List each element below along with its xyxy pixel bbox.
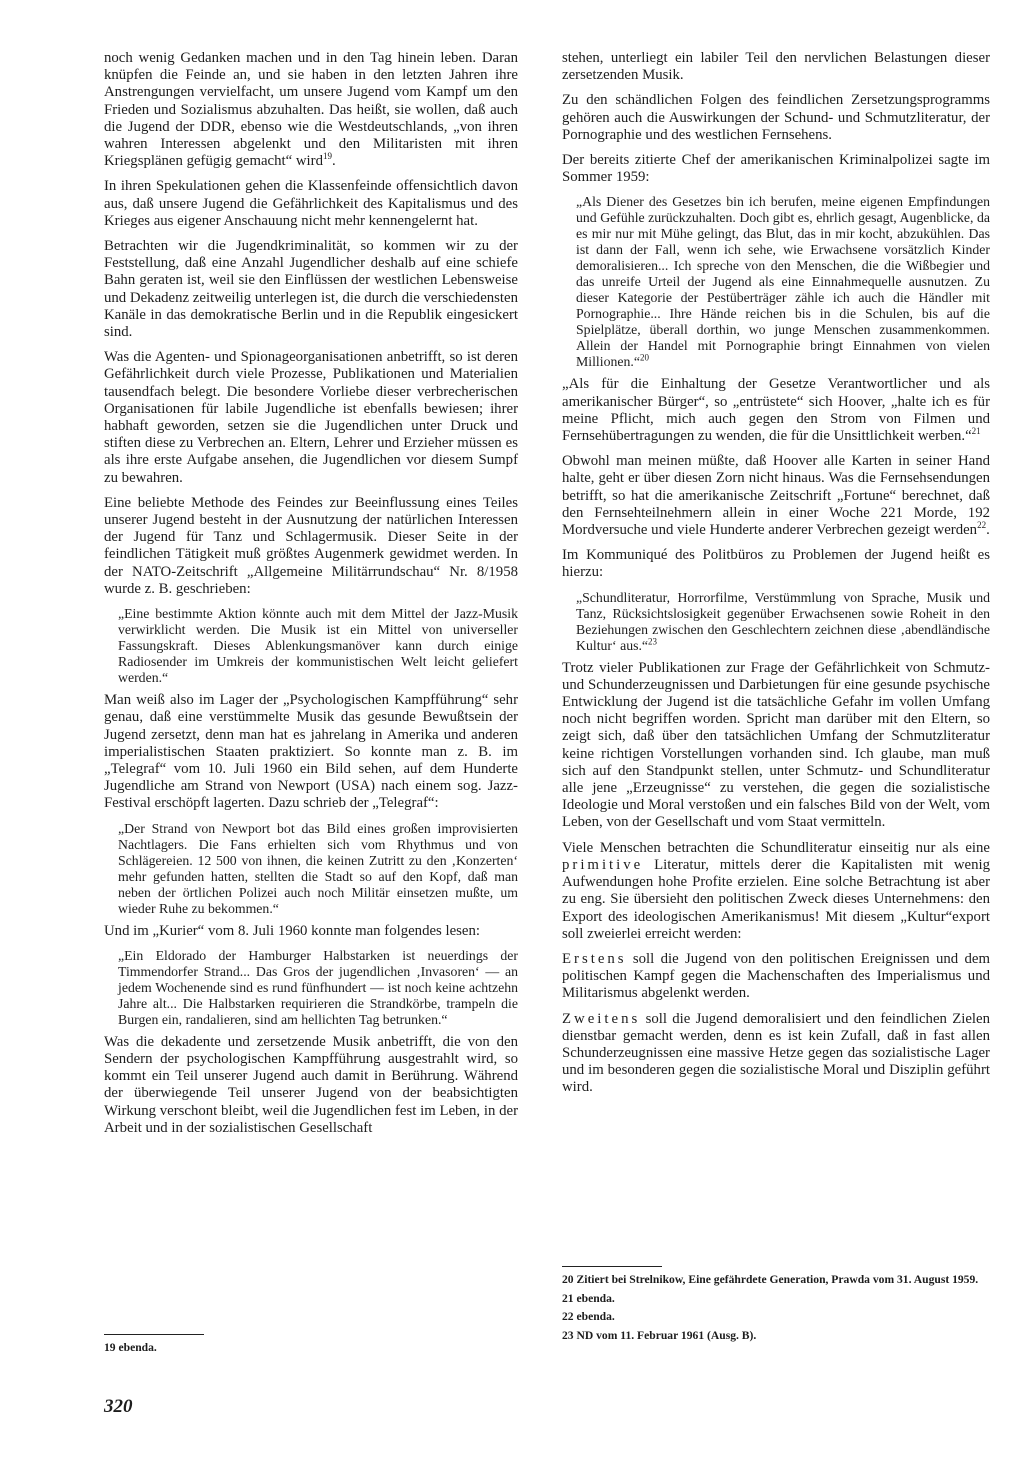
right-column [562,50,990,1105]
paragraph: Erstens soll die Jugend von den politischen Ereignissen und dem politischen Kampf gegen die Machenschaften des Imperialismus und Militarismus abgelenkt werden. [562,950,991,1002]
emphasis: Erstens [562,950,627,967]
quote-text: „Schundliteratur, Horrorfilme, Verstümmlung von Sprache, Musik und Tanz, Rücksichtslosigkeit gegenüber Erwachsenen sowie Roheit in den Beziehungen zwischen den Geschlechtern zeichnen diese ‚abendländische Kultur‘ aus.“$^{23}$ [576,589,990,653]
footnote-divider [562,1266,662,1267]
footnote-ref: 22 [977,520,987,531]
emphasis: Zweitens [562,1010,641,1027]
paragraph: Was die Agenten- und Spionageorganisationen anbetrifft, so ist deren Gefährlichkeit durch viele Prozesse, Publikationen und Materialien tausendfach belegt. Die besondere Vorliebe dieser verbrecherischen Organisationen für labile Jugendliche ist ebenfalls bewiesen; ihrer habhaft geworden, setzen sie die Jugendlichen unter Druck und stiften diese zu Verbrechen an. Eltern, Lehrer und Erzieher müssen es als ihre erste Aufgabe ansehen, die Jugendlichen vor diesem Sumpf zu bewahren. [104,349,518,486]
paragraph: „Als für die Einhaltung der Gesetze Verantwortlicher und als amerikanischer Bürger“, so „entrüstete“ sich Hoover, „halte ich es für meine Pflicht, mich auch gegen den Strom von Filmen und Fernsehübertragungen zu wenden, die für die Unsittlichkeit werben.“$^{21}$ [562,376,990,445]
left-column [104,50,518,1145]
footnote-divider [104,1334,204,1335]
paragraph: Betrachten wir die Jugendkriminalität, so kommen wir zu der Feststellung, daß eine Anzahl Jugendlicher deshalb auf eine schiefe Bahn geraten ist, weil sie den Einflüssen der westlichen Lebensweise und Dekadenz zeitweilig unterlegen ist, die durch die verschiedensten Kanäle in das demokratische Berlin und in die Republik eingesickert sind. [104,238,518,341]
paragraph: Viele Menschen betrachten die Schundliteratur einseitig nur als eine primitive Literatur, mittels derer die Kapitalisten mit wenig Aufwendungen hohe Profite erzielen. Eine solche Betrachtung ist aber zu eng. Sie übersieht den politischen Zweck dieses Unternehmens: den Export des ideologischen Amerikanismus! Mit diesem „Kultur“export soll zweierlei erreicht werden: [562,839,991,942]
footnote-ref: 23 [648,636,658,647]
footnote-ref: 19 [323,151,332,162]
paragraph: Zweitens soll die Jugend demoralisiert und den feindlichen Zielen dienstbar gemacht werden, denn es ist kein Zufall, daß in fast allen Schunderzeugnissen eine massive Hetze gegen das sozialistische Lager und im besonderen gegen die sozialistische Moral und Disziplin geführt wird. [562,1010,991,1096]
quote-text: „Als Diener des Gesetzes bin ich berufen, meine eigenen Empfindungen und Gefühle zurückzuhalten. Doch gibt es, ehrlich gesagt, Augenblicke, da es mir nur mit Mühe gelingt, das Blut, das in mir kocht, abzukühlen. Das ist dann der Fall, wenn ich sehe, wie Erwachsene vorsätzlich Kinder demoralisieren... Ich spreche von den Menschen, die die Wißbegier und das unreife Urteil der Jugend als eine Einnahmequelle ausnutzen. Zu dieser Kategorie der Pestüberträger zähle ich auch die Händler mit Pornographie... Ihre Hände reichen bis in die Schulen, bis auf die Spielplätze, überall dorthin, wo junge Menschen zusammenkommen. Allein der Handel mit Pornographie bringt Einnahmen von vielen Millionen.“$^{20}$ [576,194,990,370]
quote-text: „Der Strand von Newport bot das Bild eines großen improvisierten Nachtlagers. Die Fans erhielten sich vom Rhythmus und von Schlägereien. 12 500 von ihnen, die keinen Zutritt zu den ‚Konzerten‘ mehr gefunden hatten, stellten die Stadt so auf den Kopf, daß man neben der örtlichen Polizei auch noch Militär einsetzen mußte, um wieder Ruhe zu bekommen.“ [118,820,518,916]
footnote: 19 ebenda. [104,1341,157,1354]
paragraph: Im Kommuniqué des Politbüros zu Problemen der Jugend heißt es hierzu: [562,547,990,581]
quotation [118,606,518,686]
footnote: 21 ebenda. [562,1291,615,1305]
footnote-ref: 21 [971,426,981,437]
paragraph: stehen, unterliegt ein labiler Teil den nervlichen Belastungen dieser zersetzenden Musik. [562,50,990,84]
paragraph: Der bereits zitierte Chef der amerikanischen Kriminalpolizei sagte im Sommer 1959: [562,152,990,186]
quote-text: „Eine bestimmte Aktion könnte auch mit dem Mittel der Jazz-Musik verwirklicht werden. Die Musik ist ein Mittel von universeller Fassungskraft. Dieses Ablenkungsmanöver kann durch einige Radiosender im Umkreis der kommunistischen Welt leicht geliefert werden.“ [118,606,518,686]
paragraph: Man weiß also im Lager der „Psychologischen Kampfführung“ sehr genau, daß eine verstümmelte Musik das gesunde Bewußtsein der Jugend zersetzt, denn man hat es jahrelang in Amerika und anderen imperialistischen Staaten praktiziert. So konnte man z. B. im „Telegraf“ vom 10. Juli 1960 ein Bild sehen, auf dem Hunderte Jugendliche am Strand von Newport (USA) nach einem sog. Jazz-Festival erschöpft lagerten. Dazu schrieb der „Telegraf“: [104,692,518,812]
paragraph: Und im „Kurier“ vom 8. Juli 1960 konnte man folgendes lesen: [104,922,481,939]
emphasis: primitive [562,856,644,873]
footnotes-right [562,1262,990,1347]
footnote: 23 ND vom 11. Februar 1961 (Ausg. B). [562,1328,757,1342]
quotation [118,948,518,1028]
footnote: 20 Zitiert bei Strelnikow, Eine gefährdete Generation, Prawda vom 31. August 1959. [562,1273,979,1286]
quotation [576,194,990,370]
paragraph: Trotz vieler Publikationen zur Frage der Gefährlichkeit von Schmutz- und Schunderzeugnissen und Darbietungen für eine gesunde psychische Entwicklung der Jugend ist die tatsächliche Gefahr im vollen Umfang noch nicht begriffen worden. Spricht man darüber mit den Eltern, so zeigt sich, daß über den tatsächlichen Umfang der Schmutzliteratur keine richtigen Vorstellungen vorhanden sind. Ich glaube, man muß sich auf den Standpunkt stellen, unter Schmutz- und Schundliteratur alle jene „Erzeugnisse“ zu verstehen, die gegen die sozialistische Ideologie und Moral verstoßen und ein falsches Bild von der Welt, vom Leben, von der Gesellschaft und vom Staat vermitteln. [562,659,990,831]
quotation [118,821,518,917]
quote-text: „Ein Eldorado der Hamburger Halbstarken ist neuerdings der Timmendorfer Strand... Das Gros der jugendlichen ‚Invasoren‘ — an jedem Wochenende sind es rund fünfhundert — ist noch keine achtzehn Jahre alt... Die Halbstarken requirieren die Strandkörbe, trampeln die Burgen ein, randalieren, sind am hellichten Tag betrunken.“ [118,947,518,1027]
paragraph: In ihren Spekulationen gehen die Klassenfeinde offensichtlich davon aus, daß unsere Jugend die Gefährlichkeit des Kapitalismus und des Krieges aus eigener Anschauung nicht mehr kennengelernt hat. [104,178,518,229]
footnote: 22 ebenda. [562,1310,615,1323]
quotation [576,590,990,654]
footnote-ref: 20 [640,352,649,363]
paragraph: Obwohl man meinen müßte, daß Hoover alle Karten in seiner Hand halte, geht er über diesen Zorn nicht hinaus. Was die Fernsehsendungen betrifft, so hat die amerikanische Zeitschrift „Fortune“ berechnet, daß den Fernsehteilnehmern allein in einer Woche 221 Morde, 192 Mordversuche und viele Hunderte anderer Verbrechen gezeigt werden$^{22}$. [562,453,990,539]
paragraph: Was die dekadente und zersetzende Musik anbetrifft, die von den Sendern der psychologischen Kampfführung ausgestrahlt wird, so kommt ein Teil unserer Jugend auch damit in Berührung. Während der überwiegende Teil unserer Jugend von der beabsichtigten Wirkung verschont bleibt, weil die Jugendlichen fest im Leben, in der Arbeit und in der sozialistischen Gesellschaft [104,1033,518,1136]
paragraph: Eine beliebte Methode des Feindes zur Beeinflussung eines Teiles unserer Jugend besteht in der Ausnutzung der natürlichen Interessen der Jugend für Tanz und Schlagermusik. Dieser Seite in der feindlichen Tätigkeit muß größtes Augenmerk gewidmet werden. In der NATO-Zeitschrift „Allgemeine Militärrundschau“ Nr. 8/1958 wurde z. B. geschrieben: [104,494,518,597]
footnotes-left [104,1330,518,1360]
paragraph: Zu den schändlichen Folgen des feindlichen Zersetzungsprogramms gehören auch die Auswirkungen der Schund- und Schmutzliteratur, der Pornographie und des westlichen Fernsehens. [562,92,990,143]
page-number: 320 [104,1396,133,1417]
paragraph: noch wenig Gedanken machen und in den Tag hinein leben. Daran knüpfen die Feinde an, und sie haben in den letzten Jahren ihre Anstrengungen vervielfacht, um unsere Jugend vom Kampf um den Frieden und Sozialismus abzuhalten. Das heißt, sie wollen, daß auch die Jugend der DDR, ebenso wie die Westdeutschlands, „von ihren wahren Interessen abgelenkt und den Militaristen mit ihren Kriegsplänen gefügig gemacht“ wird$^{19}$. [104,50,518,170]
